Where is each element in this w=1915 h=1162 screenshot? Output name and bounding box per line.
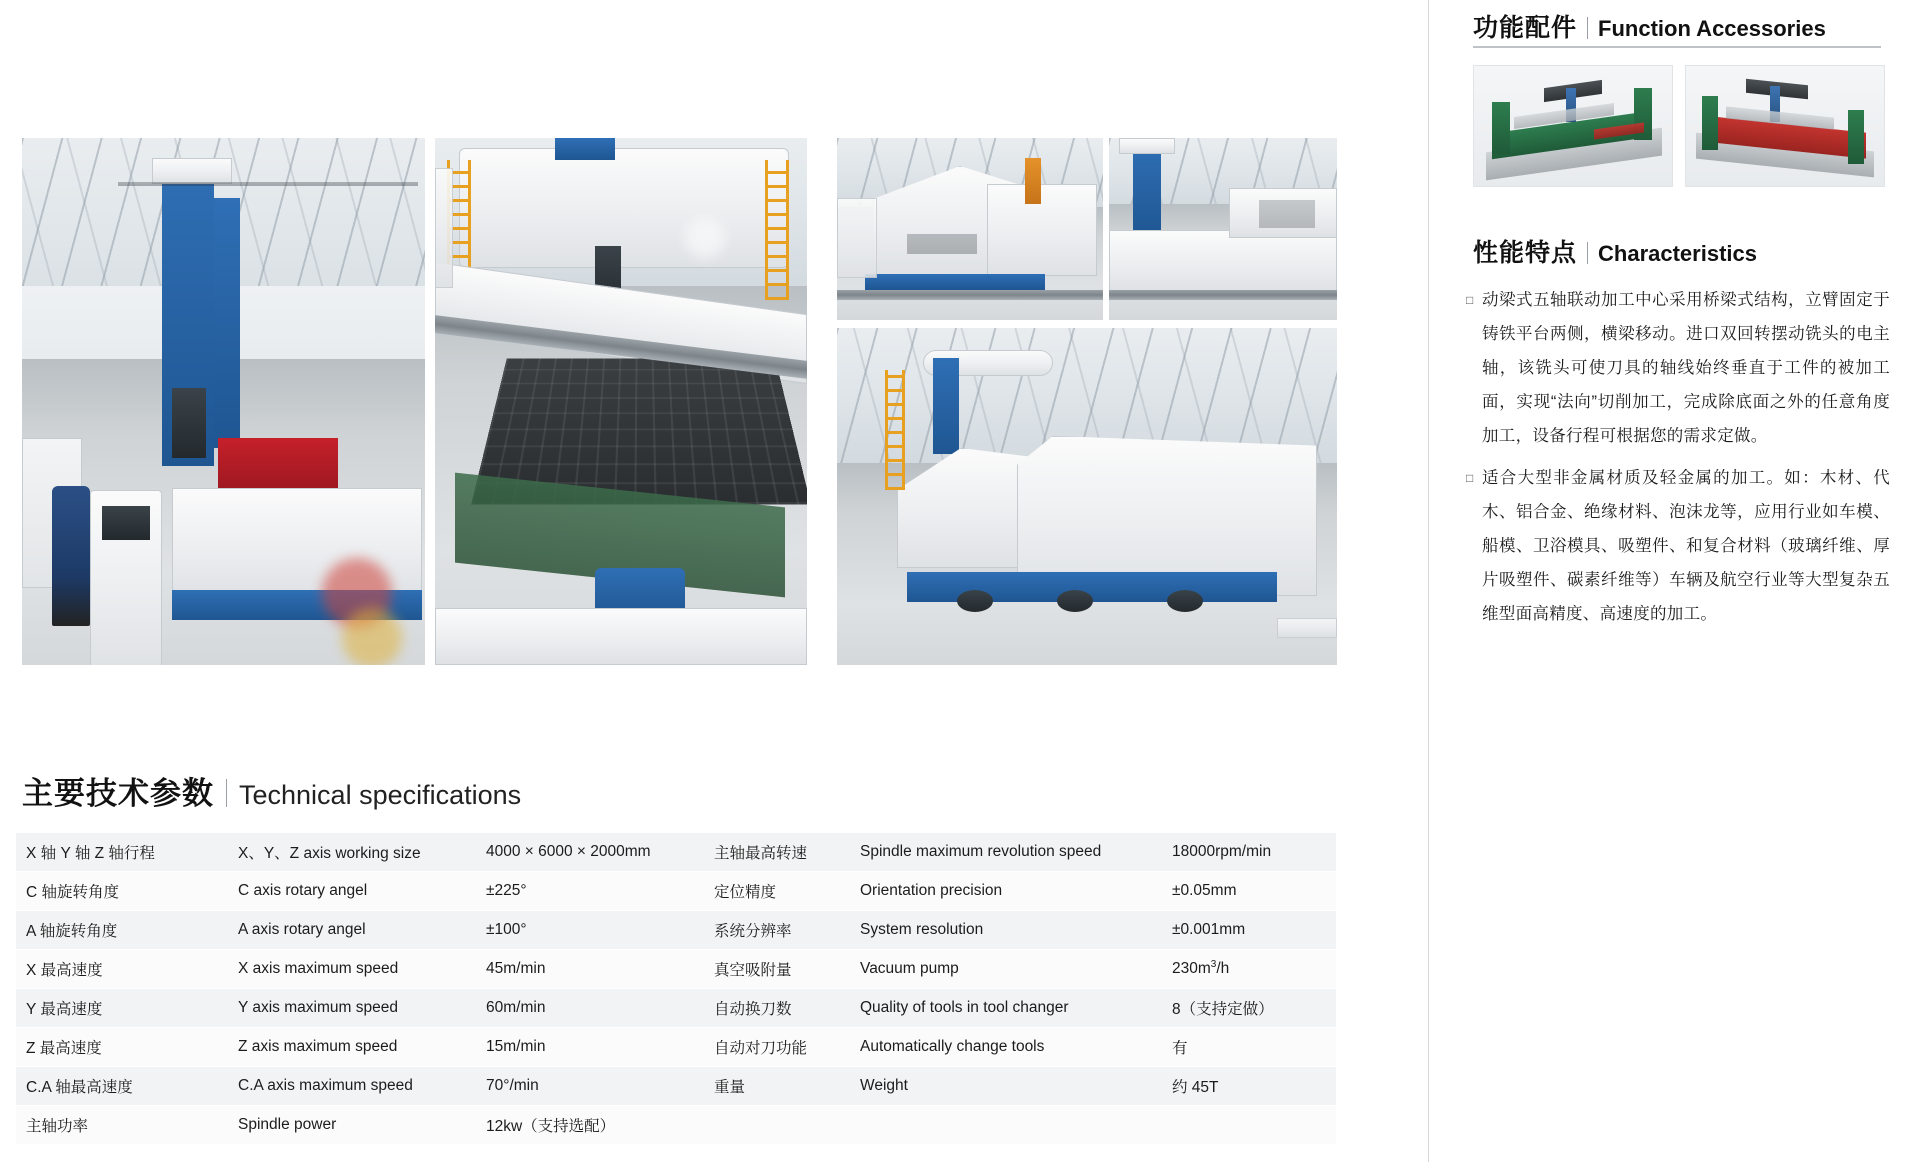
spec-value-2: 约 45T bbox=[1162, 1067, 1336, 1106]
accessories-heading-rule bbox=[1473, 46, 1881, 48]
gantry-machine-operator-photo bbox=[22, 138, 425, 665]
spec-value: ±100° bbox=[476, 911, 704, 950]
spec-value: 60m/min bbox=[476, 989, 704, 1028]
spec-label-cn-2: 自动换刀数 bbox=[704, 989, 850, 1028]
spec-label-en-2 bbox=[850, 1106, 1162, 1145]
spec-label-cn-2: 真空吸附量 bbox=[704, 950, 850, 989]
square-bullet-icon: □ bbox=[1466, 293, 1474, 307]
accessory-cad-render-green bbox=[1473, 65, 1673, 187]
spec-label-cn: Z 最高速度 bbox=[16, 1028, 228, 1067]
spec-label-cn-2: 定位精度 bbox=[704, 872, 850, 911]
tech-spec-title-en: Technical specifications bbox=[239, 780, 522, 810]
table-row bbox=[16, 1028, 1336, 1067]
spec-value-2 bbox=[1162, 1106, 1336, 1145]
characteristics-heading bbox=[1429, 233, 1757, 269]
spec-label-cn: X 轴 Y 轴 Z 轴行程 bbox=[16, 833, 228, 872]
spec-label-en-2: Automatically change tools bbox=[850, 1028, 1162, 1067]
characteristics-title-cn: 性能特点 bbox=[1473, 239, 1578, 267]
spec-label-en-2: Vacuum pump bbox=[850, 950, 1162, 989]
table-row bbox=[16, 911, 1336, 950]
spec-label-en-2: System resolution bbox=[850, 911, 1162, 950]
spec-label-cn: C 轴旋转角度 bbox=[16, 872, 228, 911]
photo-gallery bbox=[22, 138, 1337, 665]
list-item bbox=[1466, 461, 1890, 631]
spec-label-cn-2 bbox=[704, 1106, 850, 1145]
spec-value: ±225° bbox=[476, 872, 704, 911]
spec-value: 70°/min bbox=[476, 1067, 704, 1106]
spec-label-cn: A 轴旋转角度 bbox=[16, 911, 228, 950]
square-bullet-icon: □ bbox=[1466, 471, 1474, 485]
table-row bbox=[16, 833, 1336, 872]
table-row bbox=[16, 950, 1336, 989]
spec-label-en: C.A axis maximum speed bbox=[228, 1067, 476, 1106]
tech-spec-table bbox=[16, 833, 1336, 1145]
machine-frame-white-photo bbox=[837, 138, 1103, 320]
spec-value-2: $230m^3/h$ bbox=[1162, 950, 1336, 989]
table-row bbox=[16, 989, 1336, 1028]
heading-divider bbox=[1587, 17, 1588, 39]
characteristics-title-en: Characteristics bbox=[1598, 241, 1757, 266]
list-item bbox=[1466, 283, 1890, 453]
spec-value: 15m/min bbox=[476, 1028, 704, 1067]
spec-label-cn: 主轴功率 bbox=[16, 1106, 228, 1145]
accessories-heading bbox=[1429, 8, 1826, 44]
spec-value-2: 8（支持定做） bbox=[1162, 989, 1336, 1028]
spec-label-cn: Y 最高速度 bbox=[16, 989, 228, 1028]
spec-label-en-2: Quality of tools in tool changer bbox=[850, 989, 1162, 1028]
spec-label-cn-2: 自动对刀功能 bbox=[704, 1028, 850, 1067]
characteristic-text: 动梁式五轴联动加工中心采用桥梁式结构，立臂固定于铸铁平台两侧，横梁移动。进口双回转摆动铣头的电主轴，该铣头可使刀具的轴线始终垂直于工件的被加工面，实现“法向”切削加工，完成除底面之外的任意角度加工，设备行程可根据您的需求定做。 bbox=[1482, 291, 1890, 445]
spec-label-cn-2: 主轴最高转速 bbox=[704, 833, 850, 872]
tech-spec-heading bbox=[22, 768, 521, 813]
photo-scene bbox=[837, 138, 1103, 320]
accessories-title-cn: 功能配件 bbox=[1473, 14, 1578, 42]
spec-value: 4000 × 6000 × 2000mm bbox=[476, 833, 704, 872]
spec-value-2: 18000rpm/min bbox=[1162, 833, 1336, 872]
characteristic-text: 适合大型非金属材质及轻金属的加工。如：木材、代木、铝合金、绝缘材料、泡沫龙等，应用行业如车模、船模、卫浴模具、吸塑件、和复合材料（玻璃纤维、厚片吸塑件、碳素纤维等）车辆及航空行业等大型复杂五维型面高精度、高速度的加工。 bbox=[1482, 469, 1890, 623]
photo-scene bbox=[1109, 138, 1337, 320]
full-enclosed-machine-photo bbox=[837, 328, 1337, 665]
accessories-title-en: Function Accessories bbox=[1598, 16, 1826, 41]
spec-label-en: X、Y、Z axis working size bbox=[228, 833, 476, 872]
spec-label-en-2: Orientation precision bbox=[850, 872, 1162, 911]
heading-divider bbox=[1587, 242, 1588, 264]
photo-scene bbox=[22, 138, 425, 665]
spec-label-en: C axis rotary angel bbox=[228, 872, 476, 911]
characteristics-list bbox=[1466, 283, 1890, 639]
spec-value-2: ±0.001mm bbox=[1162, 911, 1336, 950]
accessory-image-row bbox=[1473, 65, 1885, 187]
spec-label-cn: C.A 轴最高速度 bbox=[16, 1067, 228, 1106]
spec-label-en: Spindle power bbox=[228, 1106, 476, 1145]
spec-label-en: Y axis maximum speed bbox=[228, 989, 476, 1028]
spec-label-cn: X 最高速度 bbox=[16, 950, 228, 989]
spec-value: 45m/min bbox=[476, 950, 704, 989]
spec-value: 12kw（支持选配） bbox=[476, 1106, 704, 1145]
spec-value-2: ±0.05mm bbox=[1162, 872, 1336, 911]
heading-divider bbox=[226, 779, 227, 807]
spec-value-2: 有 bbox=[1162, 1028, 1336, 1067]
spec-label-en-2: Spindle maximum revolution speed bbox=[850, 833, 1162, 872]
spec-label-en-2: Weight bbox=[850, 1067, 1162, 1106]
spec-label-en: X axis maximum speed bbox=[228, 950, 476, 989]
spec-label-en: Z axis maximum speed bbox=[228, 1028, 476, 1067]
table-row bbox=[16, 1106, 1336, 1145]
photo-scene bbox=[837, 328, 1337, 665]
photo-scene bbox=[435, 138, 807, 665]
table-row bbox=[16, 872, 1336, 911]
spec-label-cn-2: 系统分辨率 bbox=[704, 911, 850, 950]
spec-label-en: A axis rotary angel bbox=[228, 911, 476, 950]
tech-spec-title-cn: 主要技术参数 bbox=[22, 776, 214, 811]
spec-label-cn-2: 重量 bbox=[704, 1067, 850, 1106]
table-row bbox=[16, 1067, 1336, 1106]
machine-enclosure-photo bbox=[1109, 138, 1337, 320]
accessory-cad-render-red bbox=[1685, 65, 1885, 187]
machine-bed-worktable-photo bbox=[435, 138, 807, 665]
